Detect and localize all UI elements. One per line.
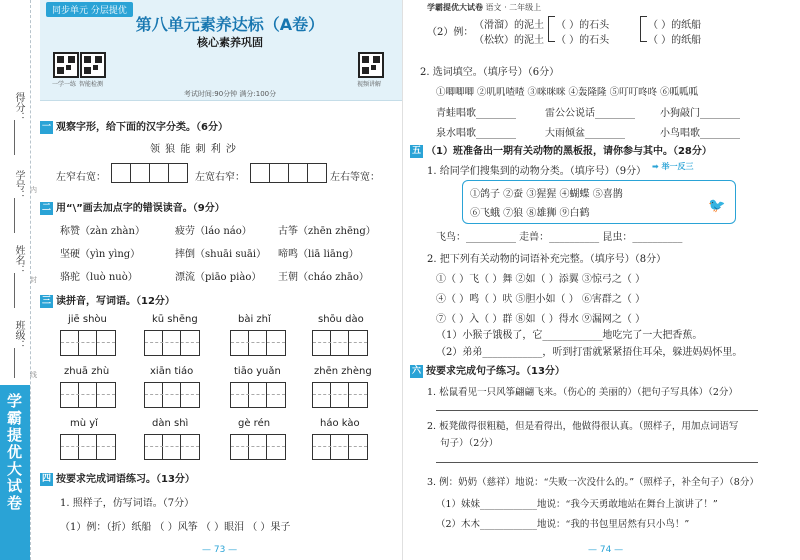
s2-item-2-2[interactable]: 摔倒（shuāi suāi） [175, 249, 267, 260]
right-header [427, 2, 541, 13]
r-q2-boat-1[interactable]: （ ）的纸船 [648, 20, 702, 31]
animal-list-1: ①鸽子 ②蚕 ③猩猩 ④蝴蝶 ⑤喜鹊 [470, 189, 623, 200]
write-grid-9[interactable] [60, 434, 116, 460]
write-grid-7[interactable] [230, 382, 286, 408]
s2-item-1-2[interactable]: 疲劳（láo náo） [175, 226, 252, 237]
section-4-number: 四 [41, 473, 51, 484]
section-6-title: 按要求完成句子练习。（13分） [426, 366, 565, 377]
series-tag: 同步单元 分层提优 [46, 2, 133, 17]
s5-tag-text: 举一反三 [661, 162, 694, 171]
pinyin-9: mù yǐ [70, 418, 98, 429]
r-q2-boat-2[interactable]: （ ）的纸船 [648, 35, 702, 46]
s2-item-1-3[interactable]: 古筝（zhēn zhēng） [278, 226, 376, 237]
exam-subtitle: 核心素养巩固 [197, 36, 263, 49]
pinyin-8: zhēn zhèng [314, 366, 372, 377]
s6-q3: 3. 例：奶奶（慈祥）地说：“失败一次没什么的。”（照样子，补全句子）（8分） [427, 477, 759, 488]
write-grid-10[interactable] [144, 434, 200, 460]
s5-tag [652, 161, 694, 172]
animal-list-2: ⑥飞蛾 ⑦狼 ⑧雄狮 ⑨白鹤 [470, 208, 590, 219]
write-grid-5[interactable] [60, 382, 116, 408]
s1-label-2: 左宽右窄： [195, 172, 245, 183]
brand-strip [0, 385, 30, 560]
section-5-title: （1）班准备出一期有关动物的黑板报，请你参与其中。（28分） [426, 146, 712, 157]
pinyin-12: háo kào [320, 418, 360, 429]
write-grid-8[interactable] [312, 382, 368, 408]
s2-item-3-1[interactable]: 骆驼（luò nuò） [60, 272, 138, 283]
right-brand: 学霸提优大试卷 [427, 3, 483, 12]
qr-code-2[interactable] [80, 52, 106, 78]
section-2-title: 用“\”画去加点字的错误读音。（9分） [56, 203, 225, 214]
r-q2-example-2: （松软）的泥土 [474, 35, 544, 46]
s6-q2-line-a: 2. 板凳做得很粗糙，但是看得出，他做得很认真。（照样子，用加点词语写 [427, 421, 739, 432]
r-q2b-row1-b[interactable]: 雷公公说话________ [545, 108, 635, 119]
s2-item-2-3[interactable]: 啼鸣（liā liāng） [278, 249, 359, 260]
pinyin-4: shōu dào [318, 314, 364, 325]
qr-caption-1: 一学一练 [52, 81, 77, 88]
qr-code-3[interactable] [358, 52, 384, 78]
r-q2-bracket-1 [548, 16, 555, 42]
r-q2-bracket-2 [640, 16, 647, 42]
write-grid-2[interactable] [144, 330, 200, 356]
pinyin-3: bài zhǐ [238, 314, 271, 325]
r-q2b-row1-a[interactable]: 青蛙唱歌________ [436, 108, 516, 119]
section-3-number: 三 [41, 295, 51, 306]
section-4-heading [40, 470, 195, 486]
pinyin-5: zhuā zhù [64, 366, 110, 377]
seal-mark-seal: 封 [30, 276, 37, 284]
s2-item-3-3[interactable]: 王朝（cháo zhāo） [278, 272, 369, 283]
write-grid-6[interactable] [144, 382, 200, 408]
s1-boxes-2[interactable] [251, 163, 327, 183]
s1-characters: 领 狼 能 刺 利 沙 [150, 144, 237, 155]
pinyin-6: xiān tiáo [150, 366, 194, 377]
s6-q3-1[interactable]: （1）妹妹____________地说：“我今天勇敢地站在舞台上演讲了！” [436, 499, 718, 510]
s5-idiom-row-1[interactable]: ①（ ）飞（ ）舞 ②如（ ）添翼 ③惊弓之（ ） [436, 274, 646, 285]
name-label: 姓名： [13, 245, 24, 275]
r-q2b-head: 2. 选词填空。（填序号）（6分） [420, 67, 560, 78]
s5-idiom-row-2[interactable]: ④（ ）鸣（ ）吠 ⑤胆小如（ ） ⑥害群之（ ） [436, 294, 646, 305]
s2-item-3-2[interactable]: 漂流（piāo piào） [175, 272, 262, 283]
r-q2b-row2-a[interactable]: 泉水唱歌________ [436, 128, 516, 139]
s6-q3-2[interactable]: （2）木木____________地说：“我的书包里居然有只小鸟！” [436, 519, 690, 530]
s5-categories[interactable]: 飞鸟：__________ 走兽：__________ 昆虫：__________ [436, 232, 683, 243]
write-grid-12[interactable] [312, 434, 368, 460]
write-grid-1[interactable] [60, 330, 116, 356]
page-number-right: — 74 — [588, 545, 624, 555]
seal-mark-line: 线 [30, 371, 37, 379]
s5-q1: 1. 给同学们搜集到的动物分类。（填序号）（9分） [427, 166, 647, 177]
section-6-heading [410, 362, 565, 378]
write-grid-4[interactable] [312, 330, 368, 356]
section-3-heading [40, 292, 175, 308]
pinyin-7: tiāo yuǎn [234, 366, 281, 377]
class-line [14, 348, 15, 378]
exam-meta: 考试时间:90分钟 满分:100分 [183, 90, 277, 98]
write-grid-3[interactable] [230, 330, 286, 356]
page-divider [402, 0, 403, 560]
brand-text: 学霸提优大试卷 [5, 393, 23, 512]
r-q2-example-1: （滑溜）的泥土 [474, 20, 544, 31]
s1-label-1: 左窄右宽： [56, 172, 106, 183]
s2-item-2-1[interactable]: 坚硬（yìn yìng） [60, 249, 141, 260]
s1-boxes-1[interactable] [112, 163, 188, 183]
score-label: 得分： [13, 92, 24, 122]
write-grid-11[interactable] [230, 434, 286, 460]
bird-icon: 🐦 [708, 198, 726, 214]
s6-q2-answer-line[interactable] [436, 462, 758, 463]
section-2-number: 二 [41, 202, 51, 213]
exam-title: 第八单元素养达标（A卷） [135, 15, 325, 34]
id-line [14, 198, 15, 233]
r-q2b-row2-c[interactable]: 小鸟唱歌________ [660, 128, 740, 139]
r-q2-prefix: （2）例： [427, 27, 474, 38]
section-4-title: 按要求完成词语练习。（13分） [56, 474, 195, 485]
section-3-title: 读拼音，写词语。（12分） [56, 296, 175, 307]
seal-mark-inside: 内 [30, 186, 37, 194]
r-q2-stone-2[interactable]: （ ）的石头 [556, 35, 610, 46]
section-5-number: 五 [411, 145, 421, 156]
pinyin-1: jiē shòu [68, 314, 107, 325]
section-1-number: 一 [41, 121, 51, 132]
pinyin-11: gè rén [238, 418, 271, 429]
right-subject: 语文 · 二年级上 [485, 3, 542, 12]
page-number-left: — 73 — [202, 545, 238, 555]
qr-caption-2: 智能检测 [79, 81, 104, 88]
section-1-heading [40, 118, 228, 134]
r-q2-stone-1[interactable]: （ ）的石头 [556, 20, 610, 31]
class-label: 班级： [13, 320, 24, 350]
s6-q1-answer-line[interactable] [436, 410, 758, 411]
r-q2b-row1-c[interactable]: 小狗敲门________ [660, 108, 740, 119]
s5-idiom-row-3[interactable]: ⑦（ ）入（ ）群 ⑧如（ ）得水 ⑨漏网之（ ） [436, 314, 646, 325]
section-2-heading [40, 199, 225, 215]
pinyin-10: dàn shì [152, 418, 189, 429]
r-q2b-row2-b[interactable]: 大雨倾盆________ [545, 128, 625, 139]
qr-code-1[interactable] [53, 52, 79, 78]
qr-caption-3: 视频讲解 [357, 81, 382, 88]
s1-label-3: 左右等宽： [330, 172, 380, 183]
s5-q2: 2. 把下列有关动物的词语补充完整。（填序号）（8分） [427, 254, 667, 265]
s4-sub1: 1. 照样子，仿写词语。（7分） [60, 498, 195, 509]
pinyin-2: kū shēng [152, 314, 198, 325]
id-label: 学号： [13, 170, 24, 200]
s5-fill-1[interactable]: （1）小猴子饿极了，它____________地吃完了一大把香蕉。 [436, 330, 703, 341]
r-q2b-options: ①唧唧唧 ②叽叽喳喳 ③咪咪咪 ④轰隆隆 ⑤叮叮咚咚 ⑥呱呱呱 [436, 87, 699, 98]
s6-q2-line-b: 句子）（2分） [440, 438, 499, 449]
s5-fill-2[interactable]: （2）弟弟____________，听到打雷就紧紧捂住耳朵，躲进妈妈怀里。 [436, 347, 743, 358]
section-5-heading [410, 142, 712, 158]
section-1-title: 观察字形，给下面的汉字分类。（6分） [56, 122, 228, 133]
name-line [14, 273, 15, 308]
section-6-number: 六 [411, 365, 421, 376]
s4-example-row[interactable]: （1）例：（折）纸船 （ ）风筝 （ ）眼泪 （ ）果子 [60, 522, 291, 533]
score-line [14, 120, 15, 155]
s2-item-1-1[interactable]: 称赞（zàn zhàn） [60, 226, 145, 237]
s6-q1: 1. 松鼠看见一只风筝翩翩飞来。（伤心的 美丽的）（把句子写具体）（2分） [427, 387, 738, 398]
s5-tag-icon: ➡ [652, 162, 659, 171]
